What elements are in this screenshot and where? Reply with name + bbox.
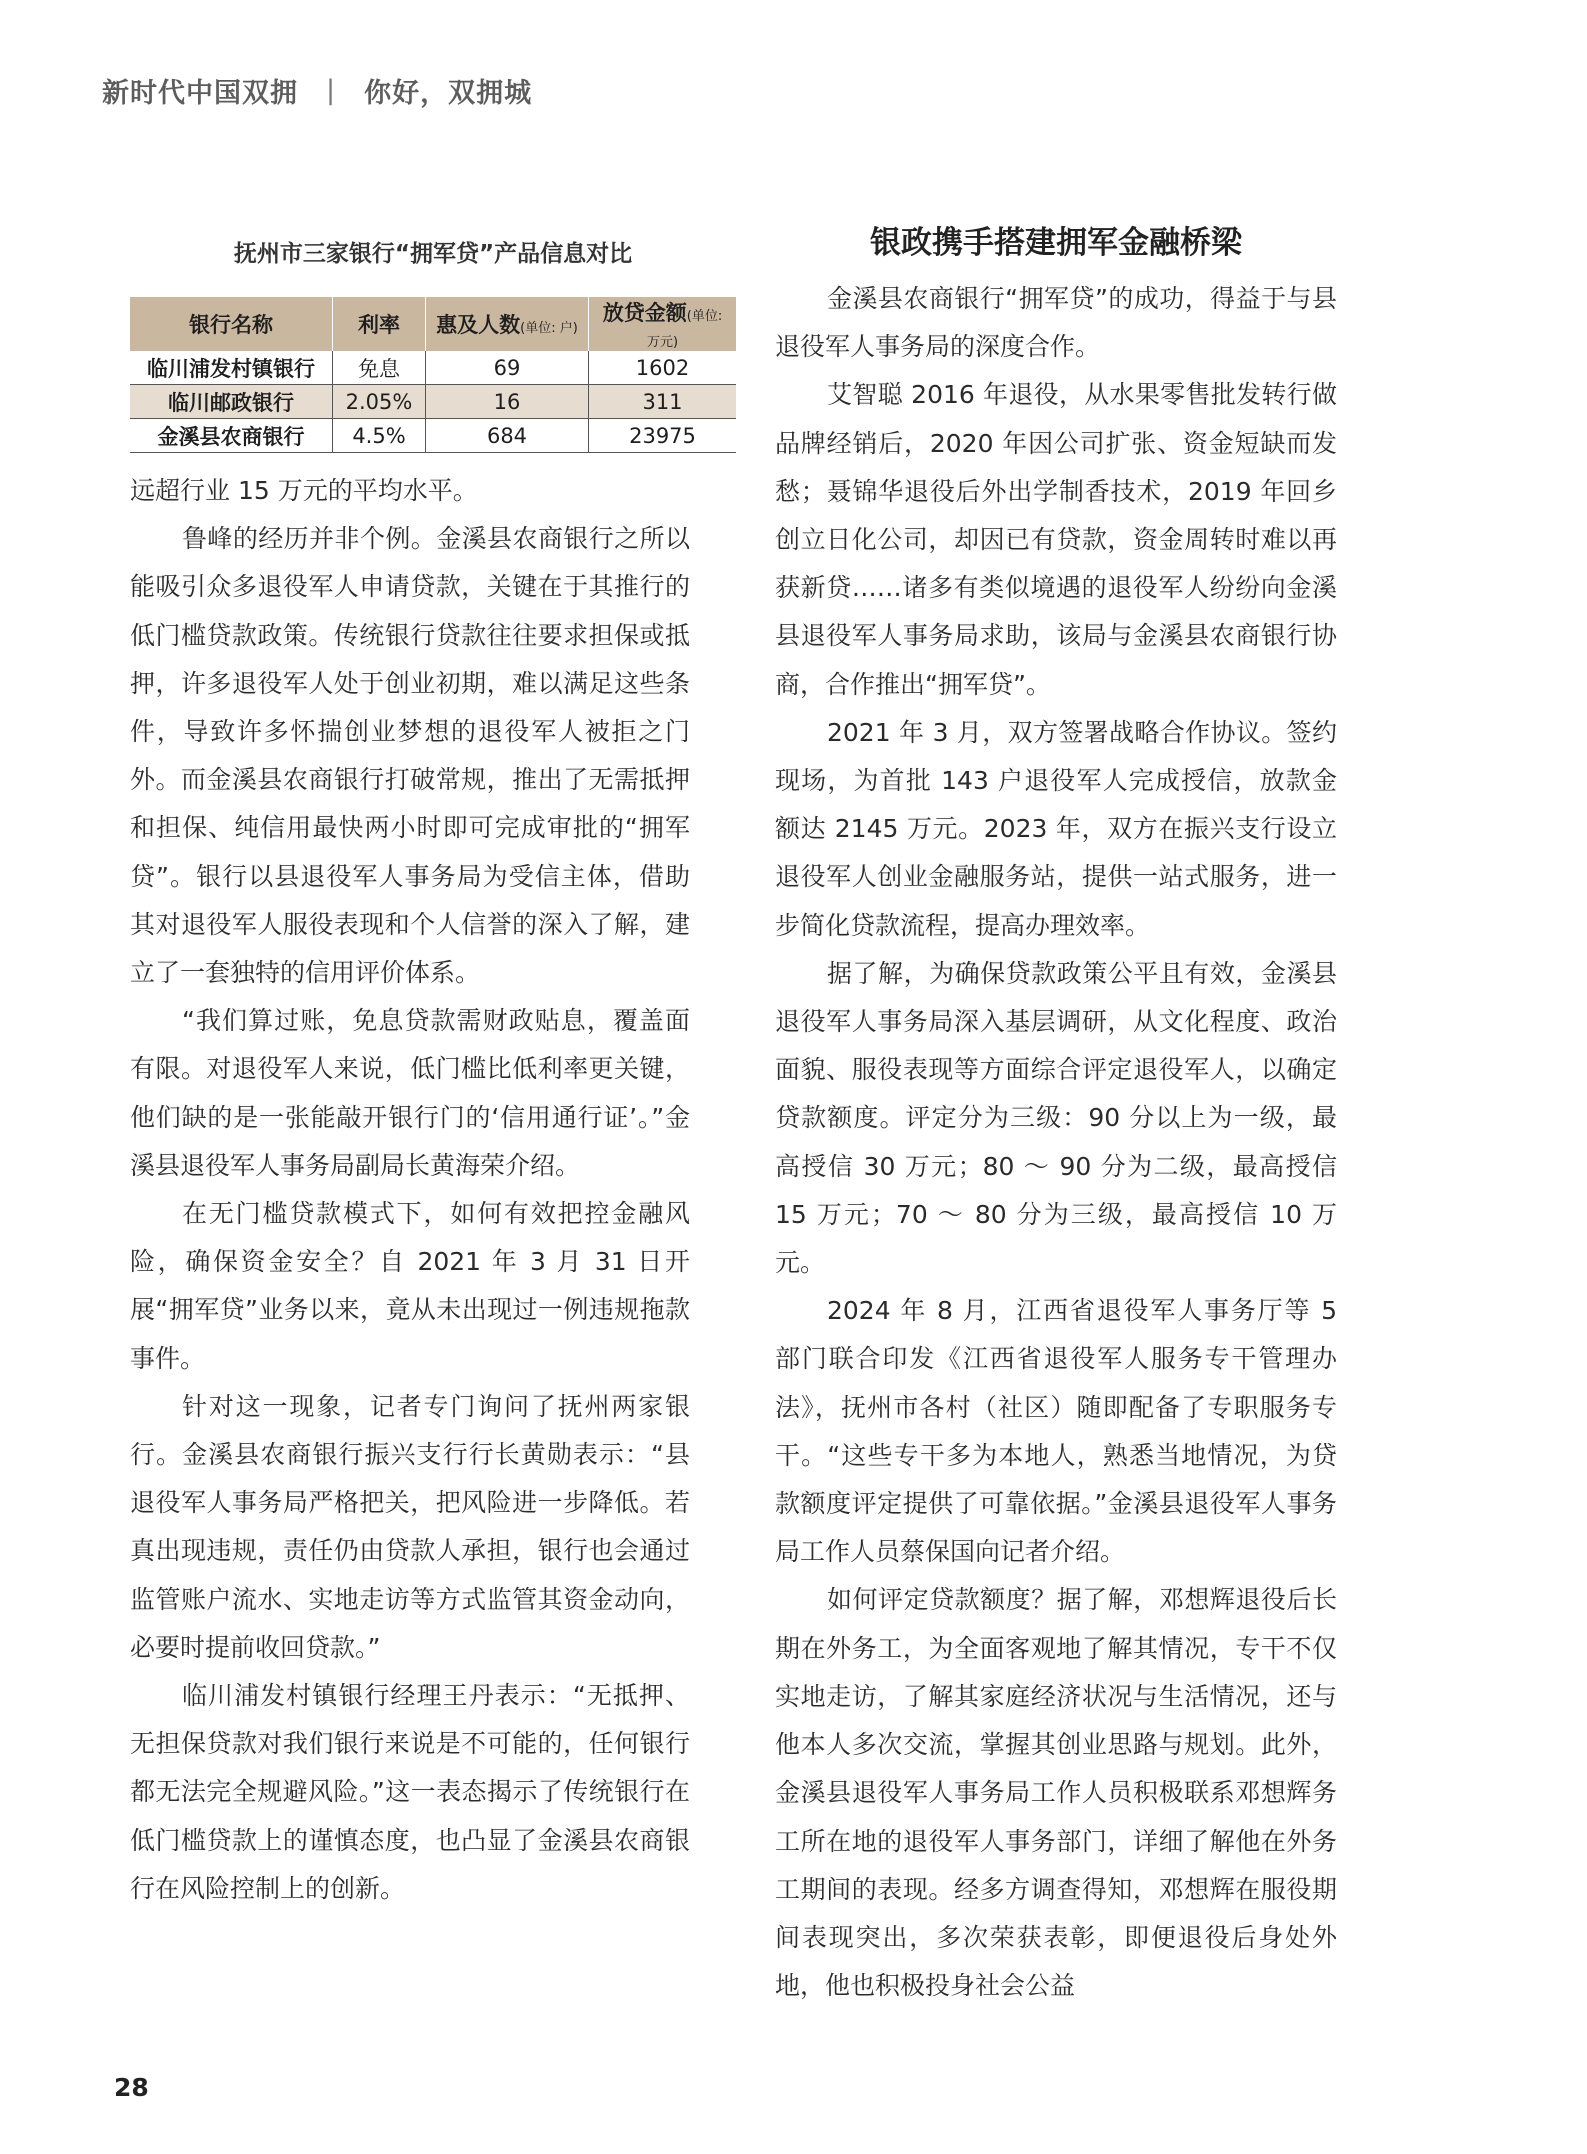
paragraph: 2021 年 3 月，双方签署战略合作协议。签约现场，为首批 143 户退役军人完成授信，放款金额达 2145 万元。2023 年，双方在振兴支行设立退役军人创业金融服务站，提供一站式服务，进一步简化贷款流程，提高办理效率。 xyxy=(775,717,1337,940)
paragraph: 如何评定贷款额度？据了解，邓想辉退役后长期在外务工，为全面客观地了解其情况，专干不仅实地走访，了解其家庭经济状况与生活情况，还与他本人多次交流，掌握其创业思路与规划。此外，金溪县退役军人事务局工作人员积极联系邓想辉务工所在地的退役军人事务部门，详细了解他在外务工期间的表现。经多方调查得知，邓想辉在服役期间表现突出，多次荣获表彰，即便退役后身处外地，他也积极投身社会公益 xyxy=(775,1585,1337,2001)
paragraph: 艾智聪 2016 年退役，从水果零售批发转行做品牌经销后，2020 年因公司扩张、资金短缺而发愁；聂锦华退役后外出学制香技术，2019 年回乡创立日化公司，却因已有贷款，资金周转时难以再获新贷……诸多有类似境遇的退役军人纷纷向金溪县退役军人事务局求助，该局与金溪县农商银行协商，合作推出“拥军贷”。 xyxy=(775,380,1337,699)
section-title: 银政携手搭建拥军金融桥梁 xyxy=(870,225,1242,261)
left-column xyxy=(130,467,690,1913)
paragraph: 金溪县农商银行“拥军贷”的成功，得益于与县退役军人事务局的深度合作。 xyxy=(775,284,1337,362)
cell-amount: 1602 xyxy=(589,351,737,385)
cell-rate: 4.5% xyxy=(333,419,426,453)
bank-comparison-table xyxy=(130,297,736,453)
header-section: 新时代中国双拥 xyxy=(102,77,298,109)
paragraph: 2024 年 8 月，江西省退役军人事务厅等 5 部门联合印发《江西省退役军人服务专干管理办法》，抚州市各村（社区）随即配备了专职服务专干。“这些专干多为本地人，熟悉当地情况，为贷款额度评定提供了可靠依据。”金溪县退役军人事务局工作人员蔡保国向记者介绍。 xyxy=(775,1296,1337,1567)
table-row xyxy=(130,419,736,453)
cell-amount: 311 xyxy=(589,385,737,419)
table-title: 抚州市三家银行“拥军贷”产品信息对比 xyxy=(233,241,633,267)
header-separator: | xyxy=(326,74,337,106)
paragraph: 针对这一现象，记者专门询问了抚州两家银行。金溪县农商银行振兴支行行长黄勋表示：“县退役军人事务局严格把关，把风险进一步降低。若真出现违规，责任仍由贷款人承担，银行也会通过监管账户流水、实地走访等方式监管其资金动向，必要时提前收回贷款。” xyxy=(130,1391,690,1662)
header-rate: 利率 xyxy=(333,297,426,351)
cell-amount: 23975 xyxy=(589,419,737,453)
paragraph: 据了解，为确保贷款政策公平且有效，金溪县退役军人事务局深入基层调研，从文化程度、政治面貌、服役表现等方面综合评定退役军人，以确定贷款额度。评定分为三级：90 分以上为一级，最高授信 30 万元；80 ～ 90 分为二级，最高授信 15 万元；70 ～ 80 分为三级，最高授信 10 万元。 xyxy=(775,958,1337,1278)
table-row xyxy=(130,351,736,385)
cell-households: 69 xyxy=(426,351,589,385)
running-header xyxy=(102,68,532,112)
cell-bank: 临川浦发村镇银行 xyxy=(130,351,333,385)
paragraph: 鲁峰的经历并非个例。金溪县农商银行之所以能吸引众多退役军人申请贷款，关键在于其推行的低门槛贷款政策。传统银行贷款往往要求担保或抵押，许多退役军人处于创业初期，难以满足这些条件，导致许多怀揣创业梦想的退役军人被拒之门外。而金溪县农商银行打破常规，推出了无需抵押和担保、纯信用最快两小时即可完成审批的“拥军贷”。银行以县退役军人事务局为受信主体，借助其对退役军人服役表现和个人信誉的深入了解，建立了一套独特的信用评价体系。 xyxy=(130,524,690,988)
paragraph: 临川浦发村镇银行经理王丹表示：“无抵押、无担保贷款对我们银行来说是不可能的，任何银行都无法完全规避风险。”这一表态揭示了传统银行在低门槛贷款上的谨慎态度，也凸显了金溪县农商银行在风险控制上的创新。 xyxy=(130,1681,690,1903)
table-header-row xyxy=(130,297,736,351)
cell-rate: 免息 xyxy=(333,351,426,385)
header-households: 惠及人数(单位: 户) xyxy=(426,297,589,351)
table-row xyxy=(130,385,736,419)
paragraph: 远超行业 15 万元的平均水平。 xyxy=(130,476,478,505)
header-amount: 放贷金额(单位: 万元) xyxy=(589,297,737,351)
cell-rate: 2.05% xyxy=(333,385,426,419)
cell-bank: 金溪县农商银行 xyxy=(130,419,333,453)
right-column xyxy=(775,275,1337,2010)
paragraph: 在无门槛贷款模式下，如何有效把控金融风险，确保资金安全？自 2021 年 3 月 31 日开展“拥军贷”业务以来，竟从未出现过一例违规拖款事件。 xyxy=(130,1199,690,1373)
cell-households: 684 xyxy=(426,419,589,453)
header-bank: 银行名称 xyxy=(130,297,333,351)
cell-bank: 临川邮政银行 xyxy=(130,385,333,419)
cell-households: 16 xyxy=(426,385,589,419)
page-number: 28 xyxy=(114,2073,149,2102)
header-subtitle: 你好，双拥城 xyxy=(364,77,533,109)
paragraph: “我们算过账，免息贷款需财政贴息，覆盖面有限。对退役军人来说，低门槛比低利率更关键，他们缺的是一张能敲开银行门的‘信用通行证’。”金溪县退役军人事务局副局长黄海荣介绍。 xyxy=(130,1006,690,1180)
